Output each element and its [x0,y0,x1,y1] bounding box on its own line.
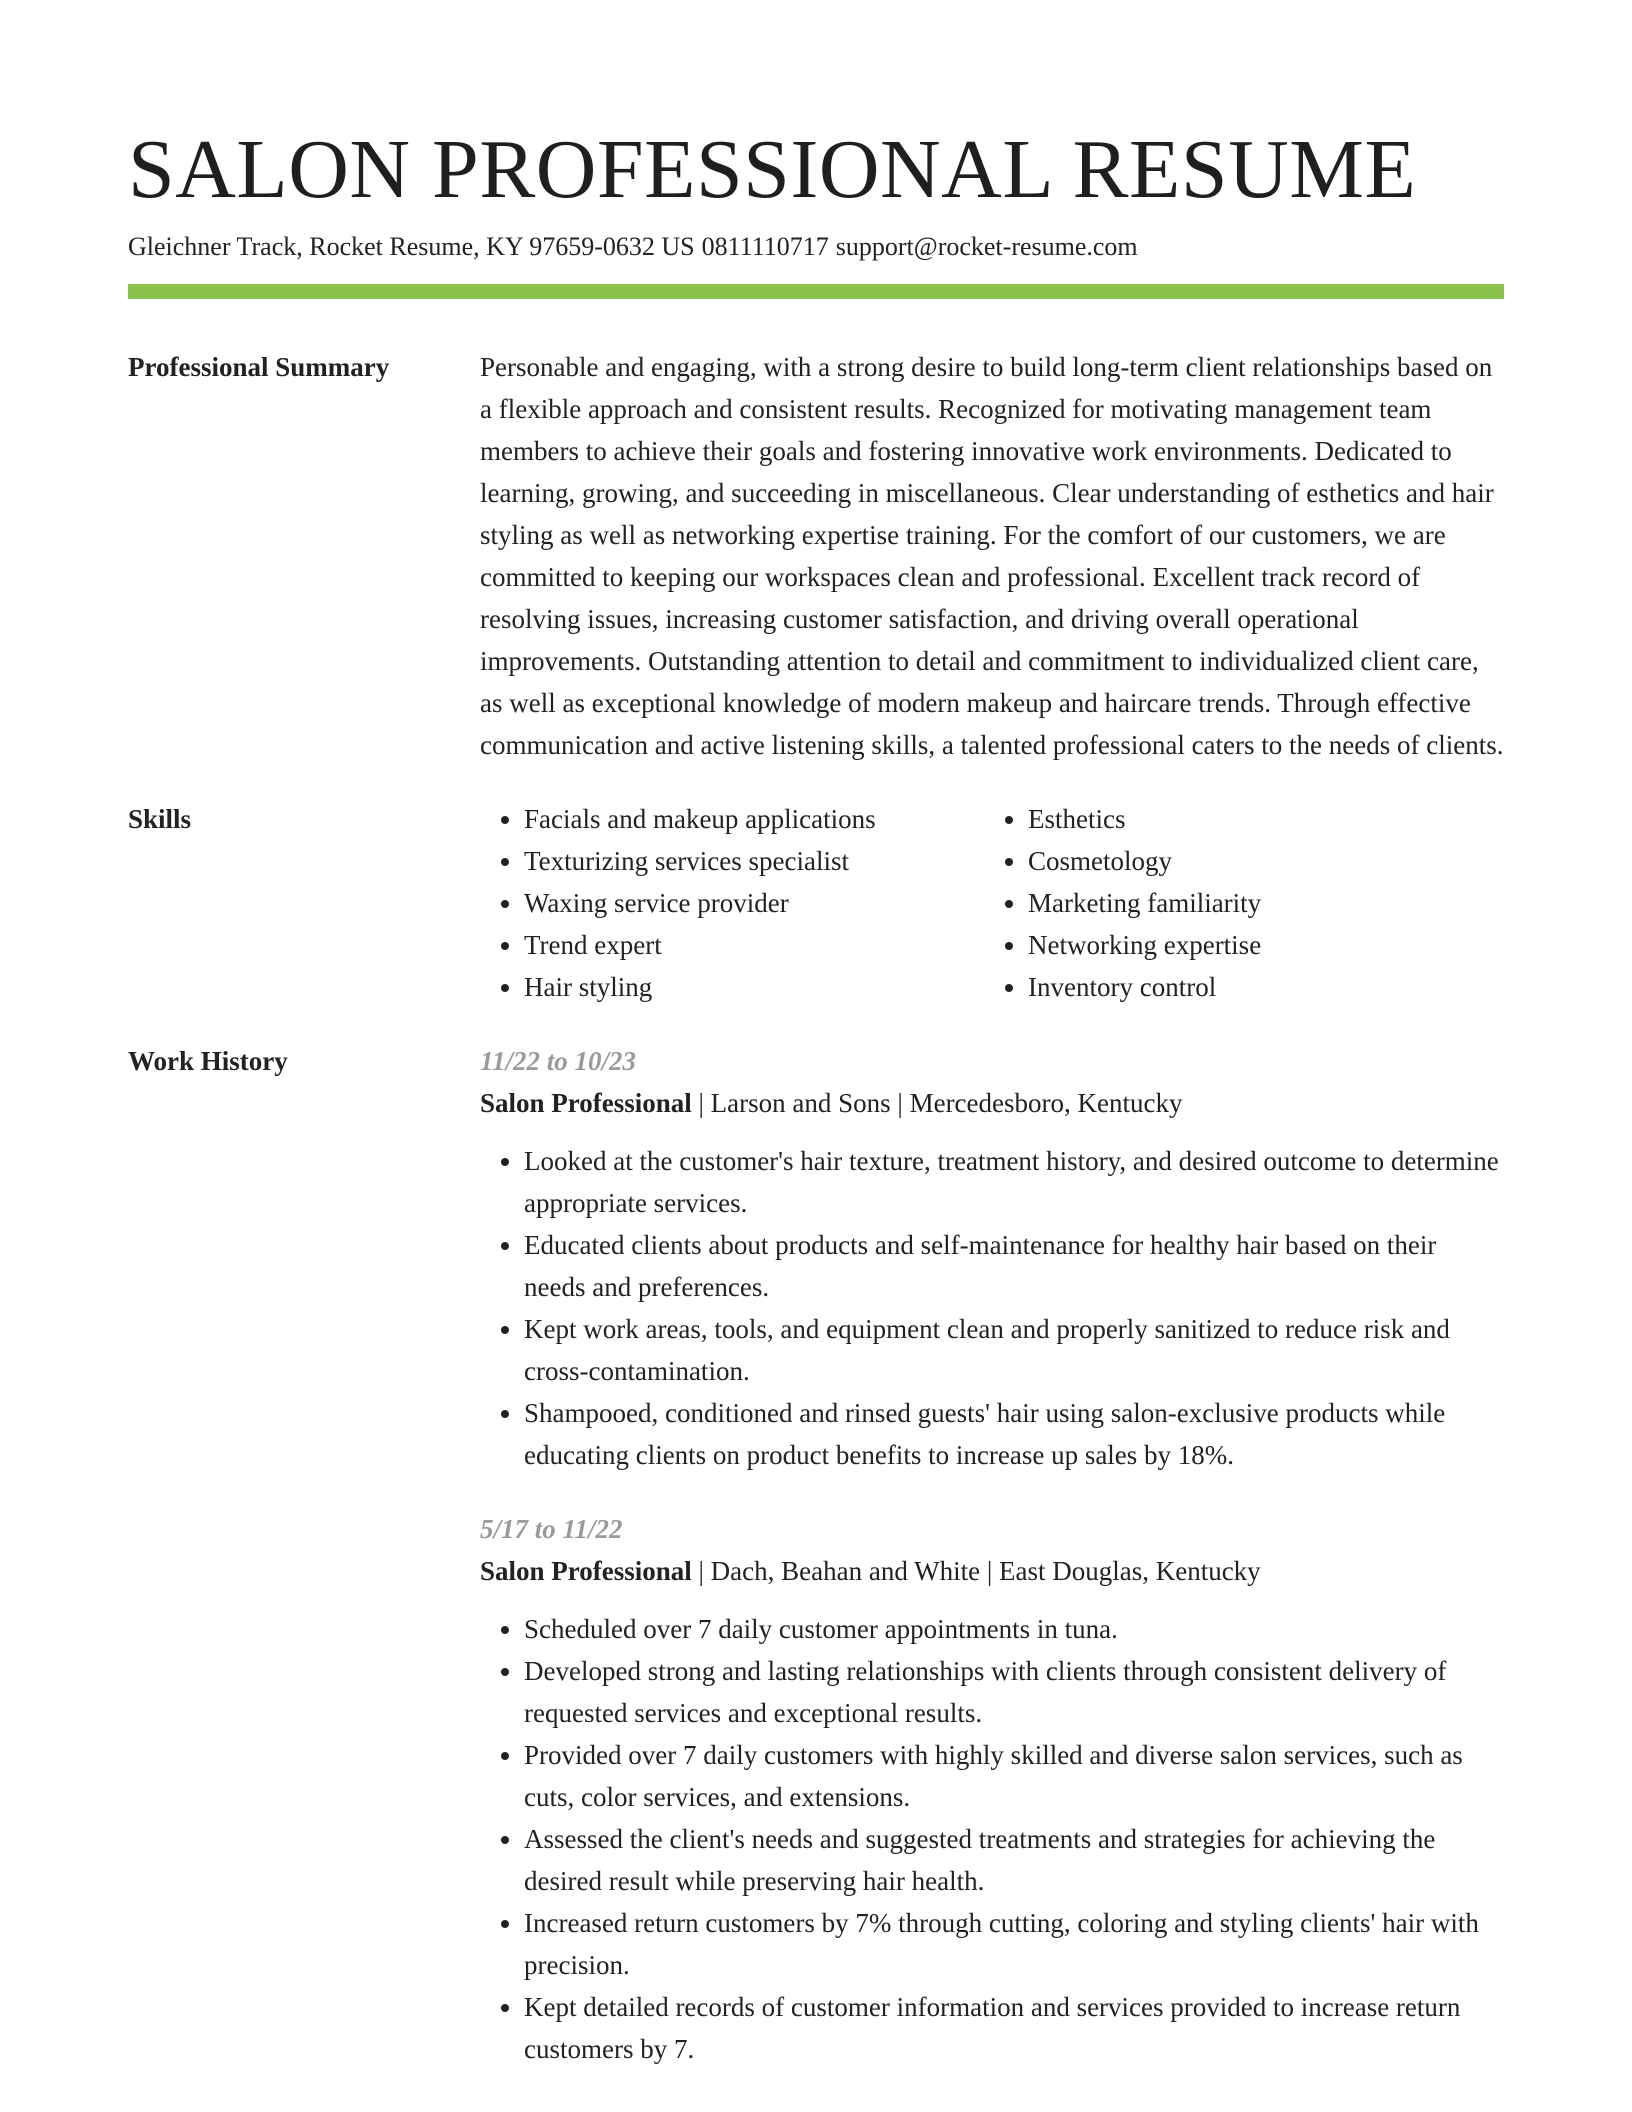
job-bullets [480,1608,1504,2070]
job-bullet: • Scheduled over 7 daily customer appointments in tuna. [524,1608,1504,1650]
summary-heading: Professional Summary [128,352,390,382]
skill-item: • Facials and makeup applications [524,798,984,840]
skills-heading: Skills [128,804,192,834]
skill-item: • Texturizing services specialist [524,840,984,882]
job-bullet: • Increased return customers by 7% through cutting, coloring and styling clients' hair with precision. [524,1902,1504,1986]
summary-section [128,346,1504,766]
job-heading [480,1550,1504,1592]
accent-divider [128,284,1504,299]
job-dates: 11/22 to 10/23 [480,1046,637,1076]
job-bullet: • Kept work areas, tools, and equipment clean and properly sanitized to reduce risk and cross-contamination. [524,1308,1504,1392]
skill-item: • Inventory control [1028,966,1488,1008]
job-dates: 5/17 to 11/22 [480,1514,623,1544]
job-title: Salon Professional [480,1088,692,1118]
skill-item: • Trend expert [524,924,984,966]
job-entry [480,1508,1504,2070]
job-details: | Larson and Sons | Mercedesboro, Kentucky [691,1088,1183,1118]
job-bullet: • Shampooed, conditioned and rinsed guests' hair using salon-exclusive products while educating clients on product benefits to increase up sales by 18%. [524,1392,1504,1476]
skill-item: • Cosmetology [1028,840,1488,882]
phone: 0811110717 [701,232,829,261]
job-bullet: • Looked at the customer's hair texture, treatment history, and desired outcome to determine appropriate services. [524,1140,1504,1224]
job-bullets [480,1140,1504,1476]
job-details: | Dach, Beahan and White | East Douglas, Kentucky [691,1556,1261,1586]
resume-title: SALON PROFESSIONAL RESUME [128,123,1417,216]
email: support@rocket-resume.com [835,232,1138,261]
address: Gleichner Track, Rocket Resume, KY 97659-0632 US [128,232,695,261]
skills-list-left [480,798,984,1008]
skill-item: • Marketing familiarity [1028,882,1488,924]
skills-list-right [984,798,1488,1008]
skill-item: • Networking expertise [1028,924,1488,966]
job-bullet: • Developed strong and lasting relationships with clients through consistent delivery of requested services and exceptional results. [524,1650,1504,1734]
work-history-heading: Work History [128,1046,288,1076]
summary-text: Personable and engaging, with a strong desire to build long-term client relationships based on a flexible approach and consistent results. Recognized for motivating management team members to achieve their goals and fostering innovative work environments. Dedicated to learning, growing, and succeeding in miscellaneous. Clear understanding of esthetics and hair styling as well as networking expertise training. For the comfort of our customers, we are committed to keeping our workspaces clean and professional. Excellent track record of resolving issues, increasing customer satisfaction, and driving overall operational improvements. Outstanding attention to detail and commitment to individualized client care, as well as exceptional knowledge of modern makeup and haircare trends. Through effective communication and active listening skills, a talented professional caters to the needs of clients. [480,352,1504,760]
skill-item: • Hair styling [524,966,984,1008]
work-history-section [128,1040,1504,2070]
job-entry [480,1040,1504,1476]
skill-item: • Waxing service provider [524,882,984,924]
skills-grid [480,798,1504,1008]
job-heading [480,1082,1504,1124]
resume-page [128,120,1504,2070]
job-bullet: • Provided over 7 daily customers with highly skilled and diverse salon services, such as cuts, color services, and extensions. [524,1734,1504,1818]
job-bullet: • Assessed the client's needs and suggested treatments and strategies for achieving the desired result while preserving hair health. [524,1818,1504,1902]
job-bullet: • Educated clients about products and self-maintenance for healthy hair based on their needs and preferences. [524,1224,1504,1308]
contact-line [128,230,1504,264]
skills-section [128,798,1504,1008]
skill-item: • Esthetics [1028,798,1488,840]
job-title: Salon Professional [480,1556,692,1586]
job-bullet: • Kept detailed records of customer information and services provided to increase return customers by 7. [524,1986,1504,2070]
